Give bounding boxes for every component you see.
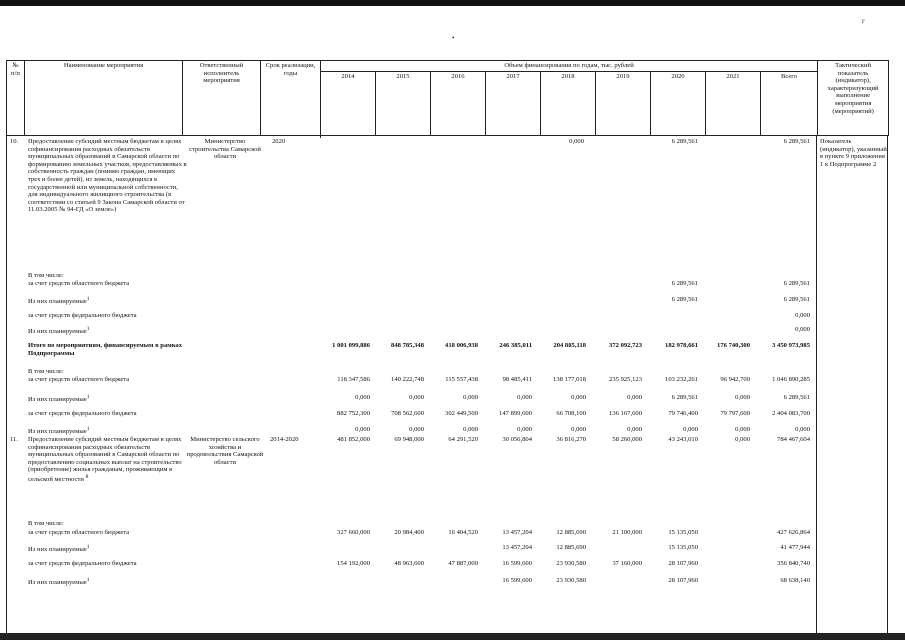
item11-value: 43 243,010 [668, 436, 698, 443]
summary-planned-value: 0,000 [463, 394, 478, 401]
item11-planned2-value: 23 930,580 [556, 577, 586, 584]
item11-value: 0,000 [735, 436, 750, 443]
item10-regional-total: 6 289,561 [783, 280, 810, 287]
summary-regional-value: 96 942,700 [720, 376, 750, 383]
item11-planned-value: 15 135,050 [668, 544, 698, 551]
item11-value: 30 056,804 [502, 436, 532, 443]
item11-regional-value: 15 135,050 [668, 529, 698, 536]
summary-planned2-value: 0,000 [795, 426, 810, 433]
item10-value-2020: 6 289,561 [671, 138, 698, 145]
summary-value: 848 785,348 [391, 342, 424, 349]
header-indicator: Тактический показатель (индикатор), характеризующий выполнение мероприятия (мероприятий) [818, 61, 889, 136]
summary-federal-value: 302 449,500 [445, 410, 478, 417]
summary-regional-value: 1 046 890,285 [772, 376, 810, 383]
item10-regional-label: за счет средств областного бюджета [28, 280, 130, 287]
item10-planned2-total: 0,000 [795, 326, 810, 333]
column-border [887, 136, 888, 633]
summary-federal-value: 136 167,600 [609, 410, 642, 417]
summary-planned-value: 0,000 [735, 394, 750, 401]
summary-federal-value: 882 752,300 [337, 410, 370, 417]
summary-federal-value: 147 899,600 [499, 410, 532, 417]
scan-bottom-border [0, 633, 905, 640]
summary-value: 204 885,118 [553, 342, 586, 349]
item11-federal-value: 47 887,000 [448, 560, 478, 567]
summary-value: 418 006,938 [445, 342, 478, 349]
item11-planned-label: Из них планируемые$^1$ [28, 544, 90, 554]
summary-planned2-value: 0,000 [735, 426, 750, 433]
item10-federal-label: за счет средств федерального бюджета [28, 312, 137, 319]
summary-regional-value: 140 222,748 [391, 376, 424, 383]
item10-regional-2020: 6 289,561 [671, 280, 698, 287]
item11-executor: Министерство сельского хозяйства и продовольствия Самарской области [186, 436, 264, 466]
item11-term: 2014-2020 [270, 436, 299, 443]
table-header [6, 60, 889, 136]
scan-dot: • [452, 34, 455, 42]
item11-regional-value: 16 404,520 [448, 529, 478, 536]
header-num: № п/п [7, 61, 25, 136]
item11-federal-value: 23 930,580 [556, 560, 586, 567]
item11-federal-value: 28 107,960 [668, 560, 698, 567]
header-year: 2018 [541, 72, 596, 136]
item11-regional-value: 20 984,400 [394, 529, 424, 536]
item11-federal-value: 37 160,000 [612, 560, 642, 567]
item10-incl: В том числе: [28, 272, 64, 279]
item11-value: 36 816,270 [556, 436, 586, 443]
summary-regional-value: 98 485,411 [502, 376, 532, 383]
summary-federal-label: за счет средств федерального бюджета [28, 410, 137, 417]
summary-regional-value: 115 557,438 [445, 376, 478, 383]
item11-federal-value: 356 840,740 [777, 560, 810, 567]
summary-planned-value: 6 289,561 [783, 394, 810, 401]
item11-planned2-value: 68 638,140 [780, 577, 810, 584]
item11-regional-label: за счет средств областного бюджета [28, 529, 130, 536]
item11-value: 58 260,000 [612, 436, 642, 443]
item10-value-total: 6 289,561 [783, 138, 810, 145]
item10-executor: Министерство строительства Самарской области [189, 138, 261, 161]
item10-indicator: Показатель (индикатор), указанный в пункте 9 приложения 1 к Подпрограмме 2 [820, 138, 887, 168]
summary-value: 3 450 973,985 [772, 342, 810, 349]
summary-value: 246 385,011 [499, 342, 532, 349]
summary-planned2-value: 0,000 [355, 426, 370, 433]
header-total: Всего [761, 72, 818, 136]
header-volume: Объем финансирования по годам, тыс. рублей [321, 61, 818, 72]
summary-regional-value: 118 347,586 [337, 376, 370, 383]
item10-planned-total: 6 289,561 [783, 296, 810, 303]
item10-planned-2020: 6 289,561 [671, 296, 698, 303]
summary-planned2-value: 0,000 [571, 426, 586, 433]
summary-value: 1 001 099,886 [332, 342, 370, 349]
header-year: 2020 [651, 72, 706, 136]
item10-planned2-label: Из них планируемые$^1$ [28, 326, 90, 336]
item11-planned-value: 13 457,204 [502, 544, 532, 551]
item11-federal-value: 48 963,600 [394, 560, 424, 567]
item11-value: 481 852,000 [337, 436, 370, 443]
summary-value: 372 092,723 [609, 342, 642, 349]
item11-regional-value: 12 885,690 [556, 529, 586, 536]
summary-regional-label: за счет средств областного бюджета [28, 376, 130, 383]
header-year: 2021 [706, 72, 761, 136]
item11-value: 64 291,520 [448, 436, 478, 443]
item11-regional-value: 427 626,864 [777, 529, 810, 536]
item11-regional-value: 21 100,000 [612, 529, 642, 536]
item11-planned-value: 41 477,944 [780, 544, 810, 551]
header-executor: Ответственный исполнитель мероприятия [183, 61, 261, 136]
summary-planned-value: 0,000 [571, 394, 586, 401]
item10-num: 10. [10, 138, 19, 145]
summary-planned2-value: 0,000 [463, 426, 478, 433]
item10-term: 2020 [272, 138, 286, 145]
summary-planned2-label: Из них планируемые$^1$ [28, 426, 90, 436]
header-year: 2015 [376, 72, 431, 136]
item11-federal-value: 154 192,000 [337, 560, 370, 567]
summary-planned-value: 0,000 [627, 394, 642, 401]
header-year: 2014 [321, 72, 376, 136]
item11-federal-value: 16 599,600 [502, 560, 532, 567]
scan-top-border [0, 0, 905, 6]
item11-planned-value: 12 885,690 [556, 544, 586, 551]
summary-planned-value: 0,000 [355, 394, 370, 401]
summary-planned-value: 6 289,561 [671, 394, 698, 401]
summary-value: 182 978,661 [665, 342, 698, 349]
header-term: Срок реализации, годы [261, 61, 321, 136]
header-name: Наименование мероприятия [25, 61, 183, 136]
column-border [816, 136, 817, 633]
item11-value: 69 948,000 [394, 436, 424, 443]
item11-planned2-label: Из них планируемые$^1$ [28, 577, 90, 587]
summary-planned-value: 0,000 [517, 394, 532, 401]
item11-incl: В том числе: [28, 520, 64, 527]
summary-planned2-value: 0,000 [627, 426, 642, 433]
summary-federal-value: 66 708,100 [556, 410, 586, 417]
item11-planned2-value: 28 107,960 [668, 577, 698, 584]
summary-value: 176 740,300 [717, 342, 750, 349]
item11-num: 11. [10, 436, 18, 443]
summary-regional-value: 138 177,018 [553, 376, 586, 383]
item11-federal-label: за счет средств федерального бюджета [28, 560, 137, 567]
item11-regional-value: 13 457,204 [502, 529, 532, 536]
summary-federal-value: 79 746,400 [668, 410, 698, 417]
item10-federal-total: 0,000 [795, 312, 810, 319]
item10-name: Предоставление субсидий местным бюджетам в целях софинансирования расходных обязательств муниципальных образований в Самарской области по формированию земельных участков, предоставляемых в собственность граждан (помимо граждан, имеющих трех и более детей), из земель, находящихся в государственной или муниципальной собственности, для индивидуального жилищного строительства (в соответствии со статьей 9 Закона Самарской области от 11.03.2005 № 94-ГД «О земле») [28, 138, 187, 214]
scan-tick: г [862, 17, 865, 25]
item11-regional-value: 327 660,000 [337, 529, 370, 536]
summary-federal-value: 708 562,600 [391, 410, 424, 417]
summary-planned2-value: 0,000 [683, 426, 698, 433]
item10-planned-label: Из них планируемые$^1$ [28, 296, 90, 306]
summary-regional-value: 103 232,261 [665, 376, 698, 383]
summary-planned2-value: 0,000 [409, 426, 424, 433]
summary-federal-value: 79 797,600 [720, 410, 750, 417]
item10-value-2018: 0,000 [569, 138, 584, 145]
summary-planned-value: 0,000 [409, 394, 424, 401]
table-body [6, 136, 888, 633]
item11-value: 784 467,604 [777, 436, 810, 443]
header-year: 2019 [596, 72, 651, 136]
summary-regional-value: 235 925,123 [609, 376, 642, 383]
item11-name: Предоставление субсидий местным бюджетам в целях софинансирования расходных обязательств муниципальных образований в Самарской области по предоставлению социальных выплат на строительство (приобретение) жилья гражданам, проживающим в сельской местности $^8$ [28, 436, 182, 484]
summary-planned2-value: 0,000 [517, 426, 532, 433]
summary-incl: В том числе: [28, 368, 64, 375]
item11-planned2-value: 16 599,600 [502, 577, 532, 584]
summary-planned-label: Из них планируемые$^1$ [28, 394, 90, 404]
header-year: 2017 [486, 72, 541, 136]
summary-federal-value: 2 404 083,700 [772, 410, 810, 417]
header-year: 2016 [431, 72, 486, 136]
summary-label: Итого по мероприятиям, финансируемым в рамках Подпрограммы [28, 342, 183, 357]
column-border [320, 136, 321, 138]
column-border [6, 136, 7, 633]
